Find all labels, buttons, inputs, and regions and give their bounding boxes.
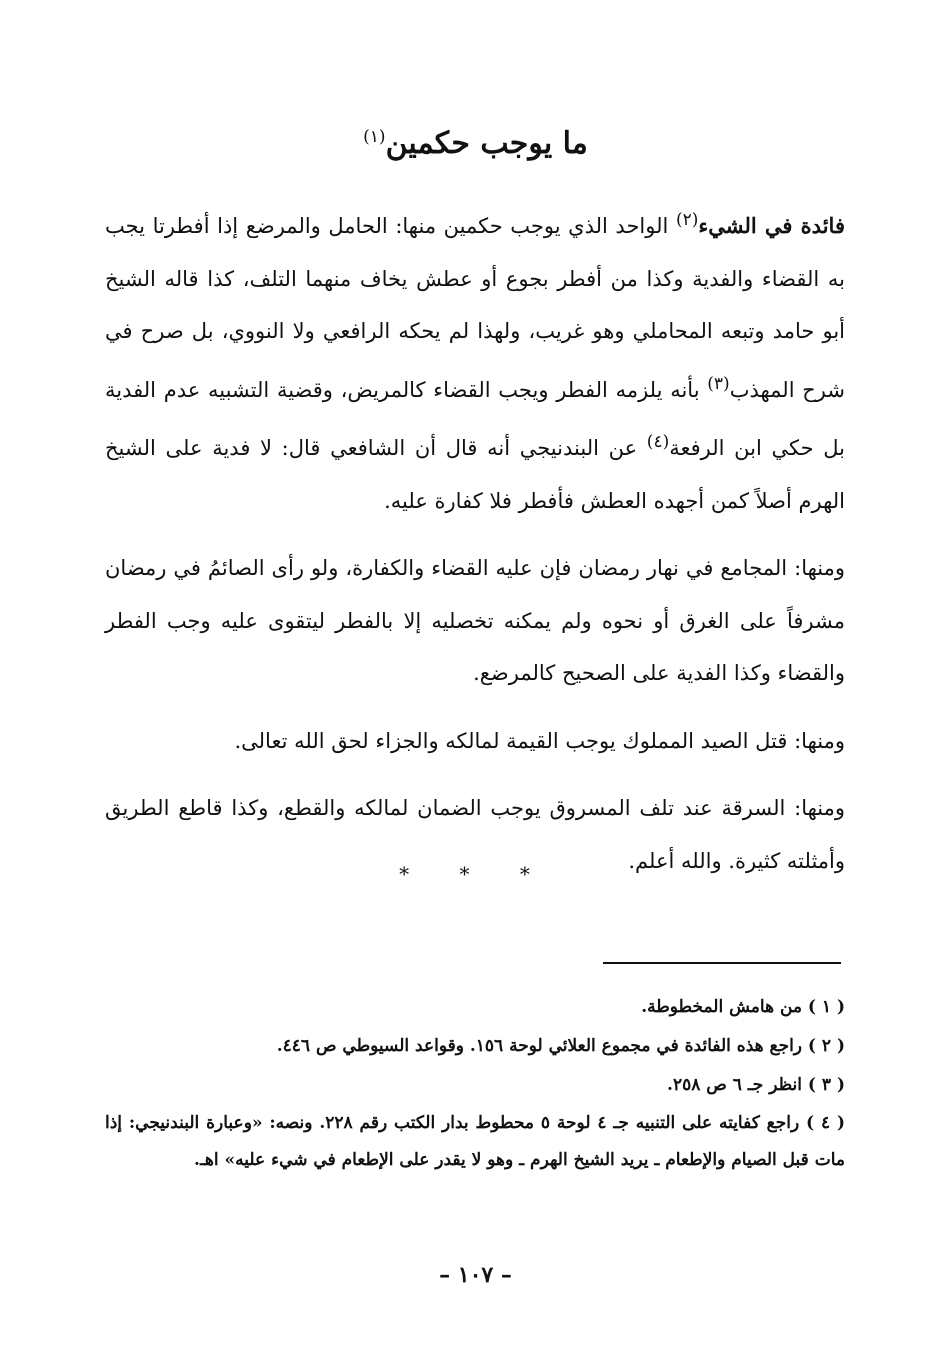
paragraph-1-text-a: الواحد الذي يوجب حكمين منها: الحامل والمرضع إذا أفطرتا يجب به القضاء والفدية وكذا من أفطر بجوع أو عطش يخاف منهما التلف، كذا قاله الشيخ أبو حامد وتبعه المحاملي وهو غريب، ولهذا لم يحكه الرافعي ولا النووي، بل صرح في شرح المهذب bbox=[105, 214, 845, 402]
page-title-text: ما يوجب حكمين bbox=[385, 126, 588, 161]
footnote-ref-2[interactable]: (٢) bbox=[675, 210, 699, 230]
footnote-1: ( ١ ) من هامش المخطوطة. bbox=[641, 997, 845, 1017]
footnote-ref-4[interactable]: (٤) bbox=[646, 432, 670, 452]
footnotes bbox=[105, 988, 845, 1179]
paragraph-1 bbox=[105, 194, 845, 527]
paragraph-1-text-b: بأنه يلزمه الفطر ويجب القضاء كالمريض، وقضية التشبيه عدم الفدية بل حكي ابن الرفعة bbox=[105, 377, 845, 460]
footnote-divider bbox=[603, 962, 841, 964]
paragraph-4: ومنها: السرقة عند تلف المسروق يوجب الضمان لمالكه والقطع، وكذا قاطع الطريق وأمثلته كثيرة. والله أعلم. bbox=[105, 796, 845, 873]
footnote-4: ( ٤ ) راجع كفايته على التنبيه جـ ٤ لوحة ٥ محطوط بدار الكتب رقم ٢٢٨. ونصه: «وعبارة البندنيجي: إذا مات قبل الصيام والإطعام ـ يريد الشيخ الهرم ـ وهو لا يقدر على الإطعام في شيء عليه» اهـ. bbox=[105, 1113, 846, 1170]
page-title bbox=[0, 112, 951, 169]
footnote-3: ( ٣ ) انظر جـ ٦ ص ٢٥٨. bbox=[667, 1075, 845, 1095]
title-footnote-ref[interactable]: (١) bbox=[363, 127, 386, 147]
paragraph-3: ومنها: قتل الصيد المملوك يوجب القيمة لمالكه والجزاء لحق الله تعالى. bbox=[234, 728, 845, 753]
paragraph-1-text-c: عن البندنيجي أنه قال أن الشافعي قال: لا فدية على الشيخ الهرم أصلاً كمن أجهده العطش فأفطر فلا كفارة عليه. bbox=[105, 436, 845, 513]
main-text bbox=[105, 194, 845, 887]
paragraph-lead: فائدة في الشيء bbox=[698, 213, 845, 238]
section-separator: * * * bbox=[399, 862, 552, 886]
page-number: – ١٠٧ – bbox=[439, 1262, 512, 1288]
footnote-ref-3[interactable]: (٣) bbox=[707, 373, 730, 394]
footnote-2: ( ٢ ) راجع هذه الفائدة في مجموع العلائي لوحة ١٥٦. وقواعد السيوطي ص ٤٤٦. bbox=[276, 1036, 845, 1056]
paragraph-2: ومنها: المجامع في نهار رمضان فإن عليه القضاء والكفارة، ولو رأى الصائمُ في رمضان مشرفاً على الغرق أو نحوه ولم يمكنه تخصليه إلا بالفطر ليتقوى عليه وجب الفطر والقضاء وكذا الفدية على الصحيح كالمرضع. bbox=[105, 556, 845, 685]
